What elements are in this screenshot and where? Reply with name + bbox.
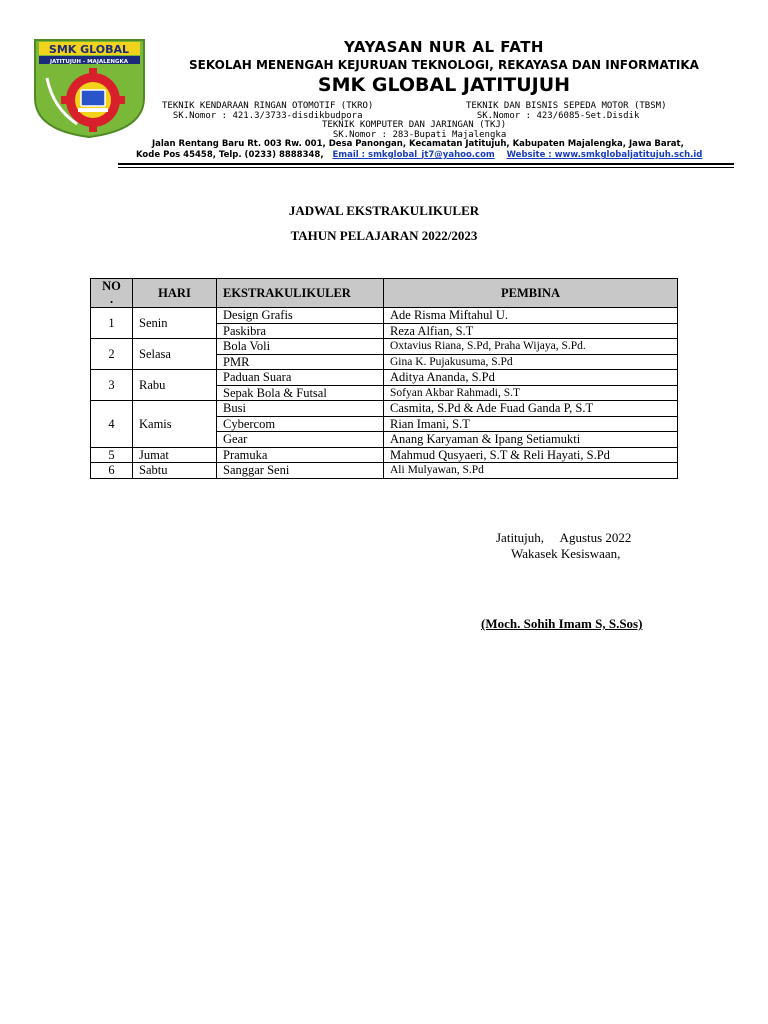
row-pembina: Reza Alfian, S.T (384, 323, 678, 339)
row-pembina: Casmita, S.Pd & Ade Fuad Ganda P, S.T (384, 401, 678, 417)
col-header-ekskul: EKSTRAKULIKULER (217, 279, 384, 308)
program-tbsm-sk: SK.Nomor : 423/6085-Set.Disdik (476, 111, 640, 121)
table-row (91, 401, 678, 417)
row-pembina: Mahmud Qusyaeri, S.T & Reli Hayati, S.Pd (384, 447, 678, 463)
row-pembina: Oxtavius Riana, S.Pd, Praha Wijaya, S.Pd. (384, 339, 678, 355)
row-ekskul: Paskibra (217, 323, 384, 339)
schedule-table (90, 278, 678, 479)
table-row (91, 370, 678, 386)
program-tbsm-name: TEKNIK DAN BISNIS SEPEDA MOTOR (TBSM) (466, 101, 667, 111)
school-type: SEKOLAH MENENGAH KEJURUAN TEKNOLOGI, REKAYASA DAN INFORMATIKA (189, 58, 699, 72)
row-hari: Rabu (133, 370, 217, 401)
program-tkro-name: TEKNIK KENDARAAN RINGAN OTOMOTIF (TKRO) (162, 101, 374, 111)
row-ekskul: PMR (217, 354, 384, 370)
row-hari: Jumat (133, 447, 217, 463)
table-row (91, 447, 678, 463)
row-pembina: Gina K. Pujakusuma, S.Pd (384, 354, 678, 370)
program-tkj-name: TEKNIK KOMPUTER DAN JARINGAN (TKJ) (322, 120, 507, 130)
row-no: 5 (91, 447, 133, 463)
header-divider-thick (118, 163, 734, 165)
program-tbsm (466, 101, 666, 121)
row-ekskul: Pramuka (217, 447, 384, 463)
program-tkro-sk: SK.Nomor : 421.3/3733-disdikbudpora (172, 111, 363, 121)
row-ekskul: Design Grafis (217, 308, 384, 324)
header-divider-thin (118, 167, 734, 168)
table-row (91, 339, 678, 355)
row-no: 6 (91, 463, 133, 479)
row-hari: Sabtu (133, 463, 217, 479)
program-tkj-sk: SK.Nomor : 283-Bupati Majalengka (332, 130, 507, 140)
table-row (91, 463, 678, 479)
logo-text-top: SMK GLOBAL (48, 43, 130, 56)
place-date: Jatitujuh, Agustus 2022 (496, 530, 632, 545)
row-ekskul: Paduan Suara (217, 370, 384, 386)
row-pembina: Rian Imani, S.T (384, 416, 678, 432)
row-ekskul: Busi (217, 401, 384, 417)
row-no: 4 (91, 401, 133, 448)
academic-year: TAHUN PELAJARAN 2022/2023 (290, 228, 478, 243)
col-header-pembina: PEMBINA (384, 279, 678, 308)
table-header-row (91, 279, 678, 308)
table-row (91, 308, 678, 324)
row-ekskul: Cybercom (217, 416, 384, 432)
row-hari: Senin (133, 308, 217, 339)
col-header-no: NO . (91, 279, 133, 308)
postal-phone: Kode Pos 45458, Telp. (0233) 8888348, (136, 150, 324, 160)
row-ekskul: Gear (217, 432, 384, 448)
program-tkro (162, 101, 373, 121)
row-pembina: Sofyan Akbar Rahmadi, S.T (384, 385, 678, 401)
row-no: 2 (91, 339, 133, 370)
row-hari: Selasa (133, 339, 217, 370)
row-pembina: Ali Mulyawan, S.Pd (384, 463, 678, 479)
foundation-name: YAYASAN NUR AL FATH (344, 38, 544, 56)
row-no: 1 (91, 308, 133, 339)
row-pembina: Anang Karyaman & Ipang Setiamukti (384, 432, 678, 448)
row-pembina: Aditya Ananda, S.Pd (384, 370, 678, 386)
program-tkj (322, 120, 506, 140)
document-title: JADWAL EKSTRAKULIKULER (288, 203, 480, 218)
row-no: 3 (91, 370, 133, 401)
row-ekskul: Sanggar Seni (217, 463, 384, 479)
signer-name: (Moch. Sohih Imam S, S.Sos) (481, 616, 643, 631)
school-name: SMK GLOBAL JATITUJUH (317, 74, 571, 96)
col-header-hari: HARI (133, 279, 217, 308)
row-pembina: Ade Risma Miftahul U. (384, 308, 678, 324)
row-hari: Kamis (133, 401, 217, 448)
email-link[interactable]: Email : smkglobal_jt7@yahoo.com (332, 150, 495, 160)
signer-role: Wakasek Kesiswaan, (511, 546, 621, 561)
row-ekskul: Bola Voli (217, 339, 384, 355)
website-link[interactable]: Website : www.smkglobaljatitujuh.sch.id (506, 150, 703, 160)
logo-text-bottom: JATITUJUH - MAJALENGKA (49, 59, 129, 65)
row-ekskul: Sepak Bola & Futsal (217, 385, 384, 401)
address-line-1: Jalan Rentang Baru Rt. 003 Rw. 001, Desa Panongan, Kecamatan Jatitujuh, Kabupaten Majalengka, Jawa Barat, (152, 139, 684, 149)
address-line-2 (136, 150, 702, 160)
